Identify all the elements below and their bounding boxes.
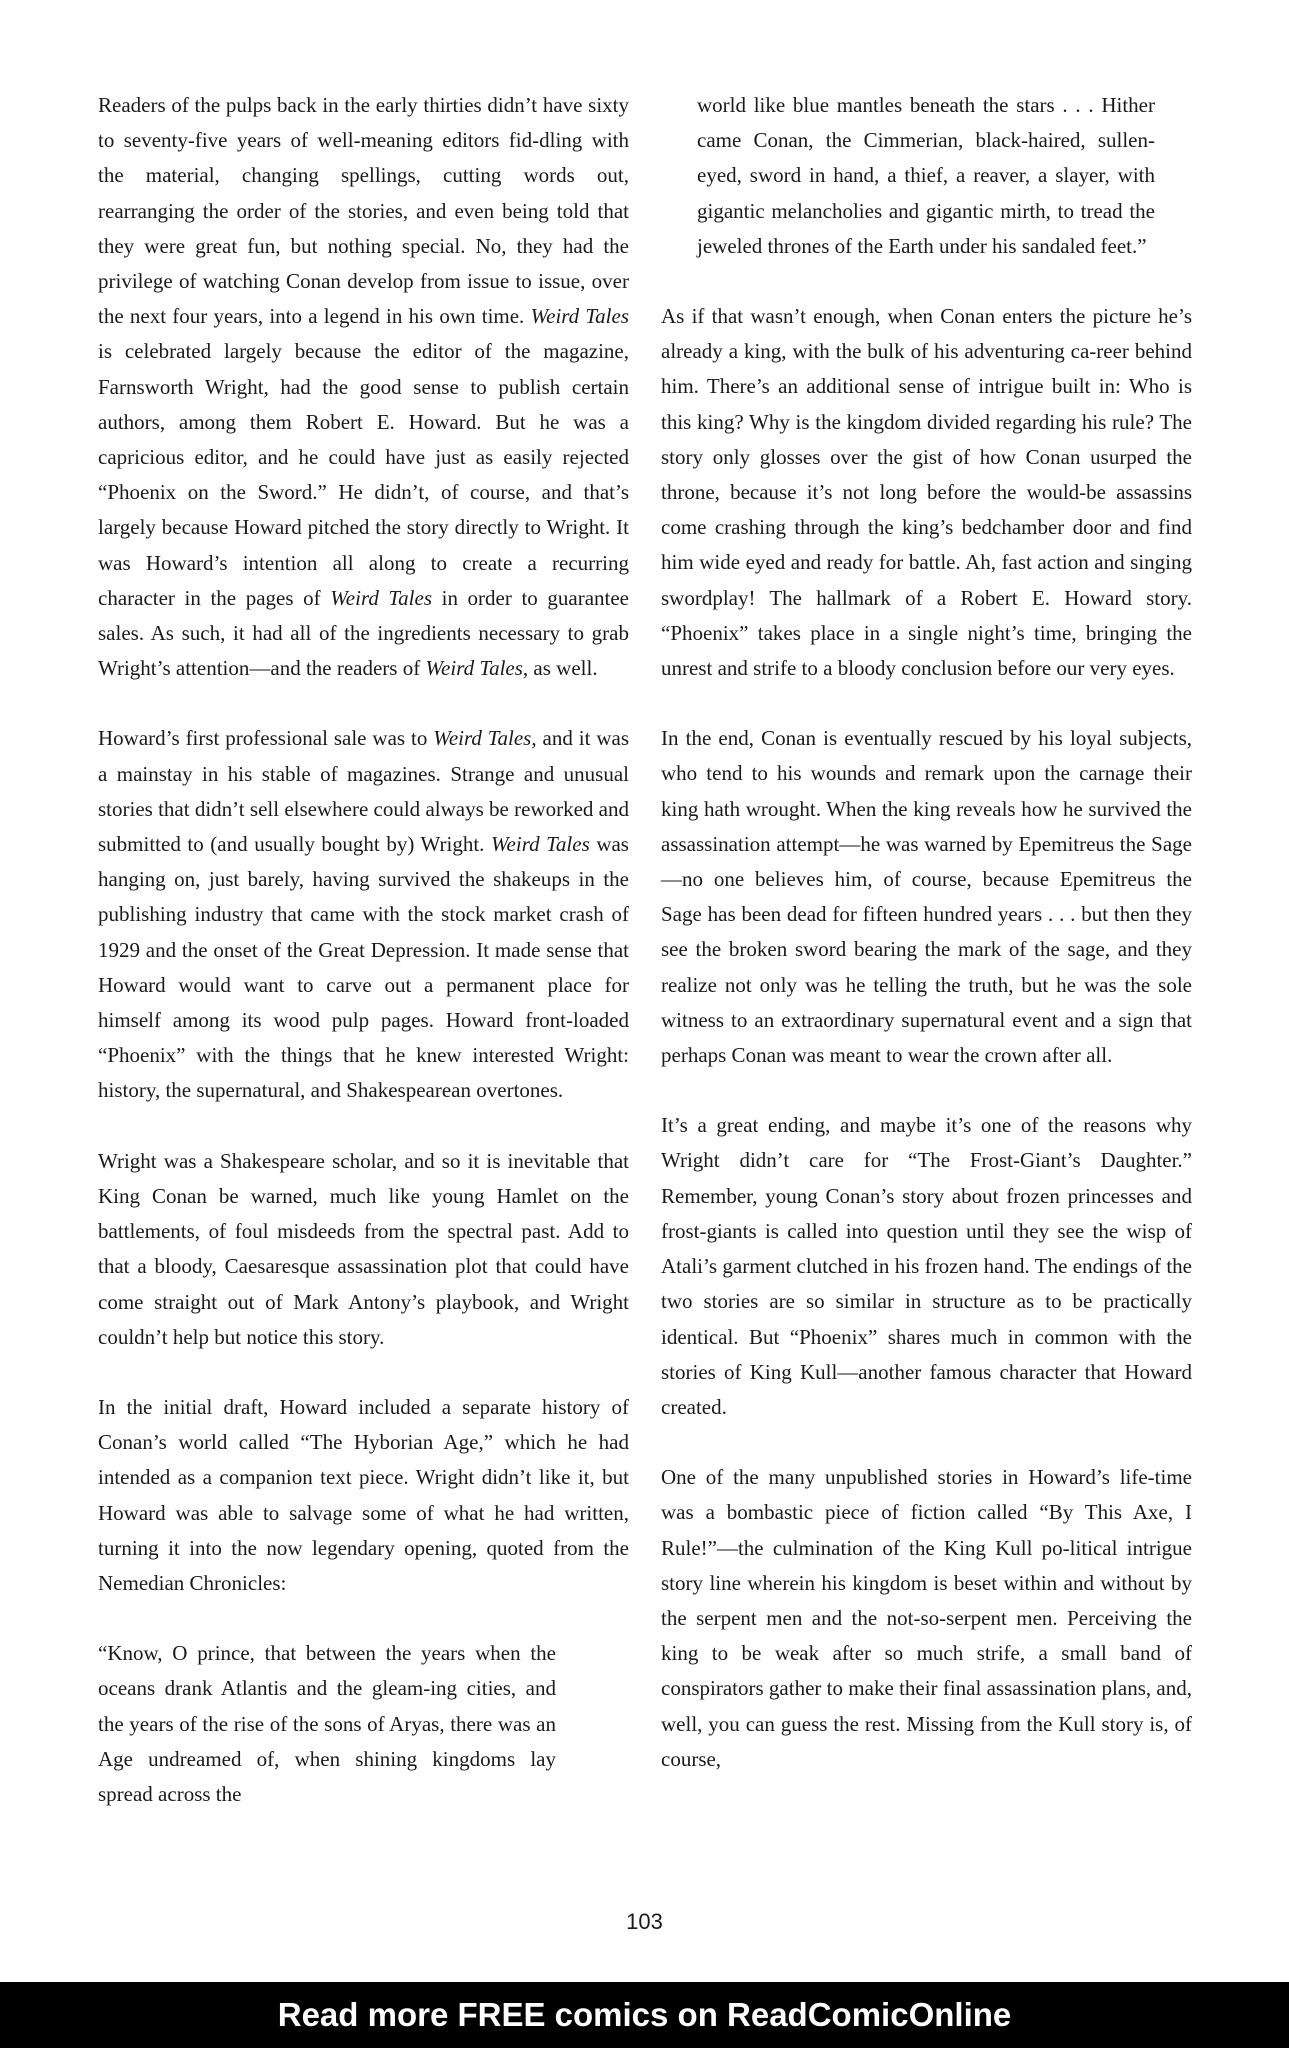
paragraph-readers-of-the-pulps: Readers of the pulps back in the early thirties didn’t have sixty to seventy-five years of well-meaning editors fid-dling with the material, changing spellings, cutting words out, rearranging the order of the stories, and even being told that they were great fun, but nothing special. No, they had the privilege of watching Conan develop from issue to issue, over the next four years, into a legend in his own time. Weird Tales is celebrated largely because the editor of the magazine, Farnsworth Wright, had the good sense to publish certain authors, among them Robert E. Howard. But he was a capricious editor, and he could have just as easily rejected “Phoenix on the Sword.” He didn’t, of course, and that’s largely because Howard pitched the story directly to Wright. It was Howard’s intention all along to create a recurring character in the pages of Weird Tales in order to guarantee sales. As such, it had all of the ingredients necessary to grab Wright’s attention—and the readers of Weird Tales, as well. bbox=[98, 93, 629, 681]
right-column bbox=[661, 88, 1192, 1812]
page-number: 103 bbox=[626, 1909, 663, 1934]
magazine-title: Weird Tales bbox=[433, 726, 532, 751]
left-column bbox=[98, 88, 629, 1847]
paragraph-unpublished-stories: One of the many unpublished stories in Howard’s life-time was a bombastic piece of fiction called “By This Axe, I Rule!”—the culmination of the King Kull po-litical intrigue story line wherein his kingdom is beset within and without by the serpent men and the not-so-serpent men. Perceiving the king to be weak after so much strife, a small band of conspirators gather to make their final assassination plans, and, well, you can guess the rest. Missing from the Kull story is, of course, bbox=[661, 1465, 1192, 1771]
magazine-title: Weird Tales bbox=[530, 304, 629, 329]
paragraph-shakespeare-scholar: Wright was a Shakespeare scholar, and so it is inevitable that King Conan be warned, much like young Hamlet on the battlements, of foul misdeeds from the spectral past. Add to that a bloody, Caesaresque assassination plot that could have come straight out of Mark Antony’s playbook, and Wright couldn’t help but notice this story. bbox=[98, 1148, 629, 1349]
paragraph-initial-draft: In the initial draft, Howard included a separate history of Conan’s world called “The Hyborian Age,” which he had intended as a companion text piece. Wright didn’t like it, but Howard was able to salvage some of what he had written, turning it into the now legendary opening, quoted from the Nemedian Chronicles: bbox=[98, 1394, 629, 1595]
paragraph-in-the-end: In the end, Conan is eventually rescued by his loyal subjects, who tend to his wounds and remark upon the carnage their king hath wrought. When the king reveals how he survived the assassination attempt—he was warned by Epemitreus the Sage—no one believes him, of course, because Epemitreus the Sage has been dead for fifteen hundred years . . . but then they see the broken sword bearing the mark of the sage, and they realize not only was he telling the truth, but he was the sole witness to an extraordinary supernatural event and a sign that perhaps Conan was meant to wear the crown after all. bbox=[661, 726, 1192, 1068]
paragraph-first-professional-sale: Howard’s first professional sale was to Weird Tales, and it was a mainstay in his stable of magazines. Strange and unusual stories that didn’t sell elsewhere could always be reworked and submitted to (and usually bought by) Wright. Weird Tales was hanging on, just barely, having survived the shakeups in the publishing industry that came with the stock market crash of 1929 and the onset of the Great Depression. It made sense that Howard would want to carve out a permanent place for himself among its wood pulp pages. Howard front-loaded “Phoenix” with the things that he knew interested Wright: history, the supernatural, and Shakespearean overtones. bbox=[98, 726, 629, 1103]
magazine-title: Weird Tales bbox=[490, 832, 590, 857]
paragraph-already-a-king: As if that wasn’t enough, when Conan enters the picture he’s already a king, with the bulk of his adventuring ca-reer behind him. There’s an additional sense of intrigue built in: Who is this king? Why is the kingdom divided regarding his rule? The story only glosses over the gist of how Conan usurped the throne, because it’s not long before the would-be assassins come crashing through the king’s bedchamber door and find him wide eyed and ready for battle. Ah, fast action and singing swordplay! The hallmark of a Robert E. Howard story. “Phoenix” takes place in a single night’s time, bringing the unrest and strife to a bloody conclusion before our very eyes. bbox=[661, 304, 1192, 681]
block-quote-continuation: world like blue mantles beneath the stars . . . Hither came Conan, the Cimmerian, black-haired, sullen-eyed, sword in hand, a thief, a reaver, a slayer, with gigantic melancholies and gigantic mirth, to tread the jeweled thrones of the Earth under his sandaled feet.” bbox=[697, 93, 1155, 258]
promo-banner[interactable]: Read more FREE comics on ReadComicOnline bbox=[0, 1982, 1289, 2048]
magazine-title: Weird Tales bbox=[330, 585, 433, 610]
paragraph-great-ending: It’s a great ending, and maybe it’s one of the reasons why Wright didn’t care for “The Frost-Giant’s Daughter.” Remember, young Conan’s story about frozen princesses and frost-giants is called into question until they see the wisp of Atali’s garment clutched in his frozen hand. The endings of the two stories are so similar in structure as to be practically identical. But “Phoenix” shares much in common with the stories of King Kull—another famous character that Howard created. bbox=[661, 1113, 1192, 1419]
block-quote-nemedian-chronicles: “Know, O prince, that between the years when the oceans drank Atlantis and the gleam-ing cities, and the years of the rise of the sons of Aryas, there was an Age undreamed of, when shining kingdoms lay spread across the bbox=[98, 1641, 556, 1806]
magazine-title: Weird Tales bbox=[425, 656, 523, 681]
